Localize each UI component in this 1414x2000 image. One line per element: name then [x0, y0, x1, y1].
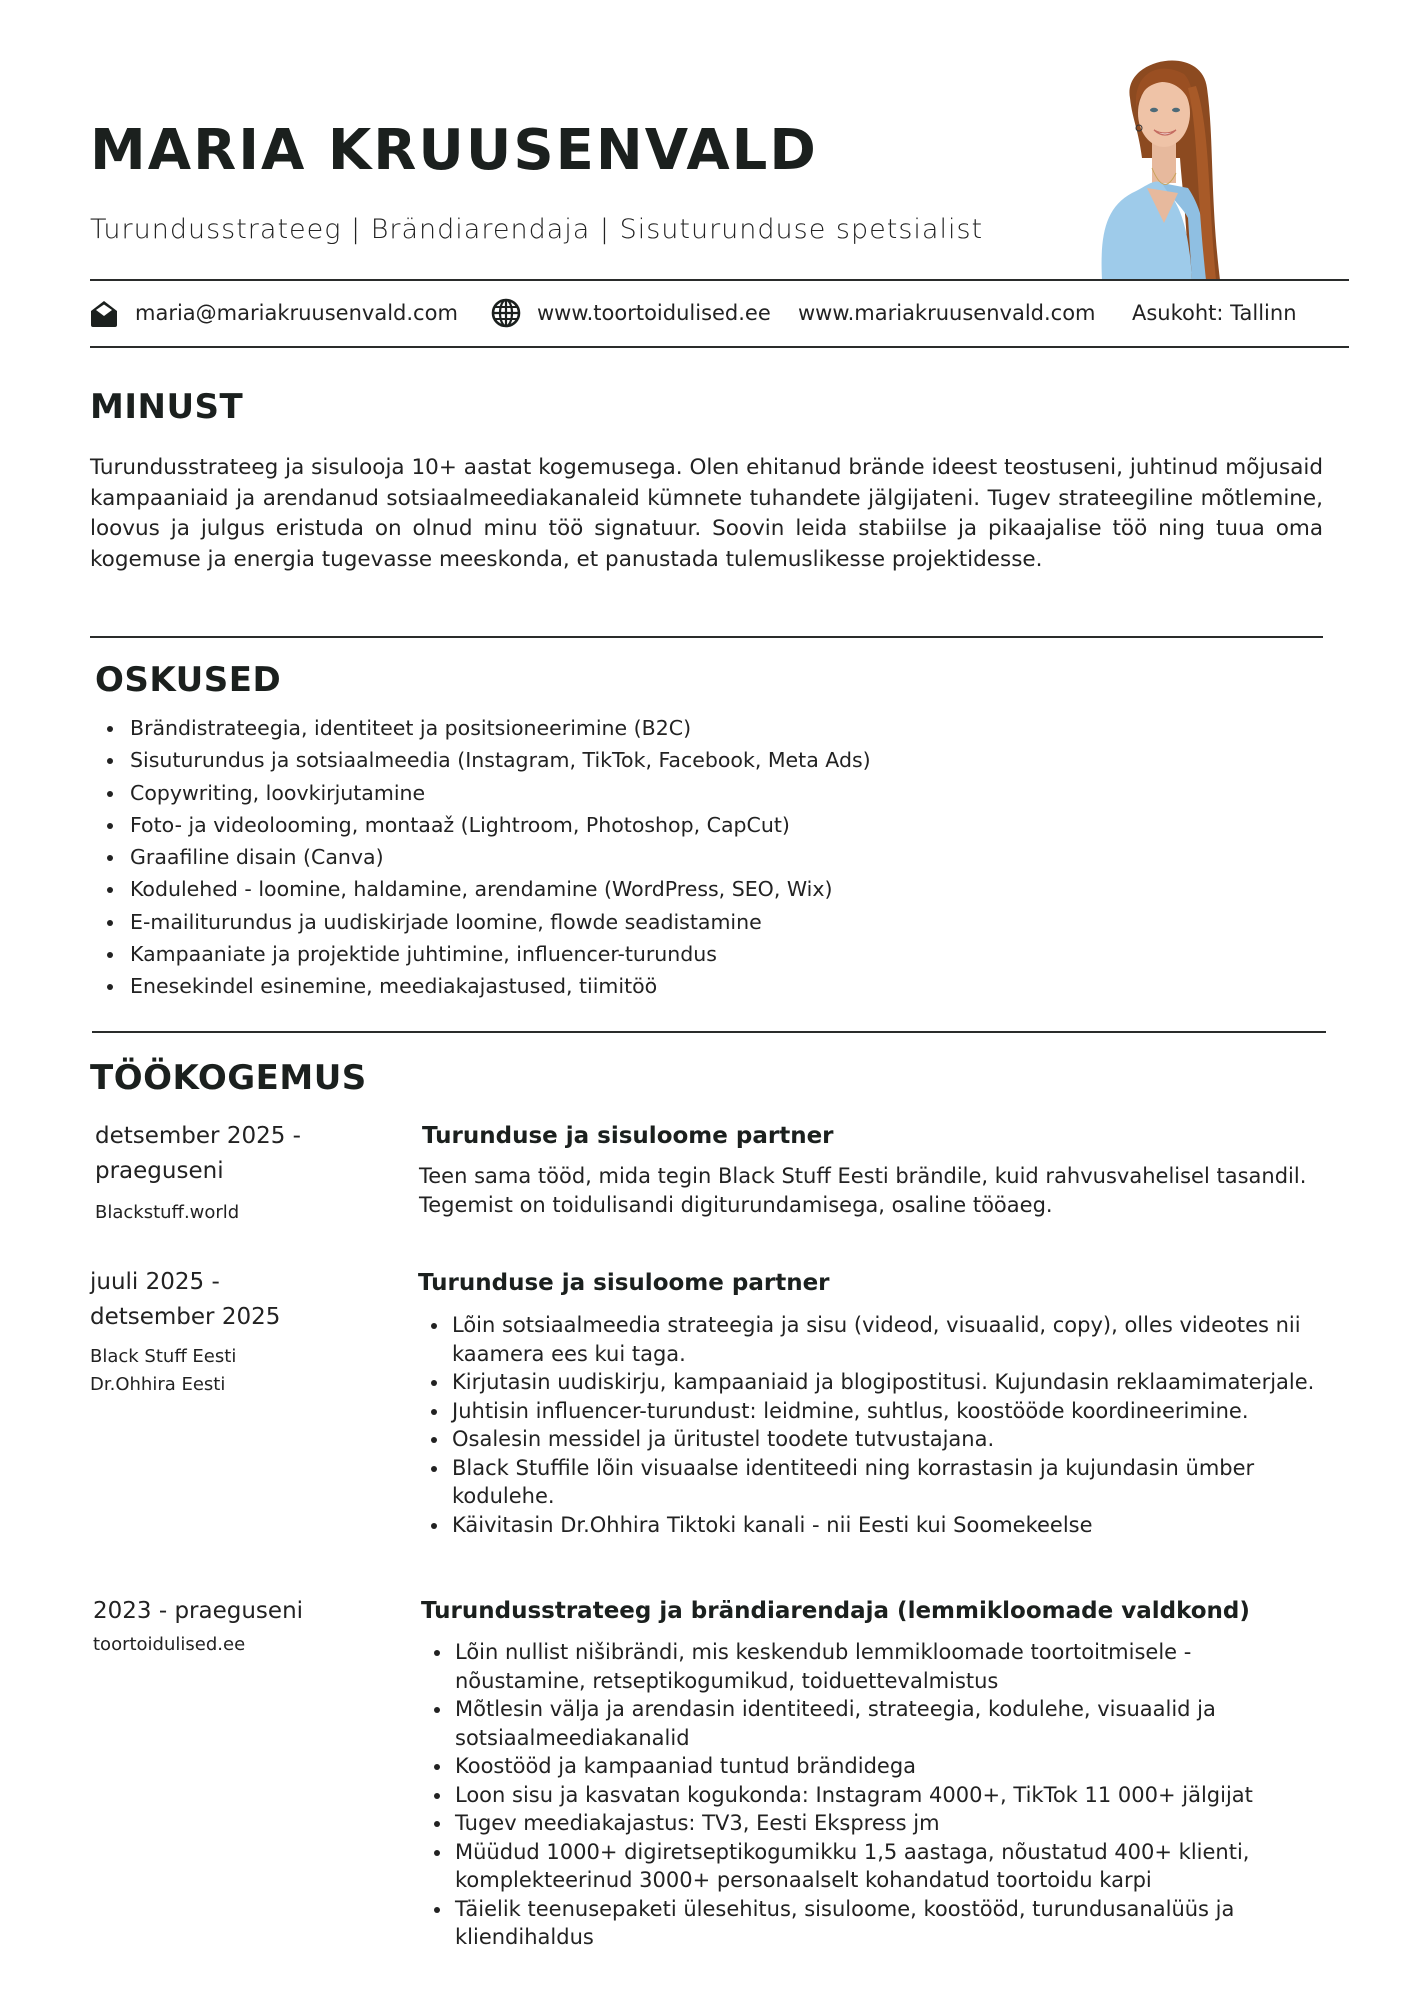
job-date-range: 2023 - praeguseni [93, 1598, 304, 1624]
envelope-open-icon [90, 298, 118, 328]
about-text: Turundusstrateeg ja sisulooja 10+ aastat kogemusega. Olen ehitanud brände ideest teostuseni, juhtinud mõjusaid kampaaniaid ja arendanud sotsiaalmeediakanaleid kümnete tuhandete jälgijateni. Tugev strateegiline mõtlemine, loovus ja julgus eristuda on olnud minu töö signatuur. Soovin leida stabiilse ja pikaajalise töö ning tuua oma kogemuse ja energia tugevasse meeskonda, et panustada tulemuslikesse projektidesse. [90, 455, 1323, 572]
job-bullet: • Käivitasin Dr.Ohhira Tiktoki kanali - nii Eesti kui Soomekeelse [450, 1511, 1350, 1540]
profile-photo [1092, 48, 1252, 280]
job-bullet: • Black Stuffile lõin visuaalse identiteedi ning korrastasin ja kujundasin ümber kodulehe. [450, 1454, 1350, 1511]
skill-item: • Enesekindel esinemine, meediakajastused, tiimitöö [126, 970, 871, 1002]
job-bullet: • Kirjutasin uudiskirju, kampaaniaid ja blogipostitusi. Kujundasin reklaamimaterjale. [450, 1368, 1350, 1397]
job-role: Turunduse ja sisuloome partner [422, 1123, 834, 1149]
skill-item: • Brändistrateegia, identiteet ja positsioneerimine (B2C) [126, 712, 871, 744]
job-bullet-list [418, 1311, 1350, 1539]
section-title-experience: TÖÖKOGEMUS [90, 1058, 367, 1098]
skill-item: • Kampaaniate ja projektide juhtimine, influencer-turundus [126, 938, 871, 970]
job-date-end: praeguseni [95, 1158, 224, 1184]
job-entry [93, 1594, 393, 1659]
skill-item: • Kodulehed - loomine, haldamine, arendamine (WordPress, SEO, Wix) [126, 873, 871, 905]
job-company: toortoidulised.ee [93, 1634, 246, 1655]
skill-item: • Graafiline disain (Canva) [126, 841, 871, 873]
job-bullet: • Lõin nullist nišibrändi, mis keskendub lemmikloomade toortoitmisele - nõustamine, retseptikogumikud, toiduettevalmistus [453, 1638, 1313, 1695]
job-bullet: • Loon sisu ja kasvatan kogukonda: Instagram 4000+, TikTok 11 000+ jälgijat [453, 1781, 1313, 1810]
job-entry [90, 1265, 390, 1399]
skill-item: • Sisuturundus ja sotsiaalmeedia (Instagram, TikTok, Facebook, Meta Ads) [126, 744, 871, 776]
job-bullet: • Mõtlesin välja ja arendasin identiteedi, strateegia, kodulehe, visuaalid ja sotsiaalmeediakanalid [453, 1695, 1313, 1752]
job-bullet: • Juhtisin influencer-turundust: leidmine, suhtlus, koostööde koordineerimine. [450, 1397, 1350, 1426]
section-title-about: MINUST [90, 387, 244, 427]
skill-item: • Foto- ja videolooming, montaaž (Lightroom, Photoshop, CapCut) [126, 809, 871, 841]
job-date-start: juuli 2025 - [90, 1269, 220, 1295]
skill-item: • Copywriting, loovkirjutamine [126, 777, 871, 809]
job-date-end: detsember 2025 [90, 1304, 281, 1330]
job-role: Turundusstrateeg ja brändiarendaja (lemmikloomade valdkond) [421, 1598, 1250, 1624]
job-bullet: • Osalesin messidel ja üritustel toodete tutvustajana. [450, 1425, 1350, 1454]
job-bullet-list [421, 1638, 1313, 1952]
contact-email[interactable]: maria@mariakruusenvald.com [135, 301, 458, 325]
candidate-subtitle: Turundusstrateeg | Brändiarendaja | Sisuturunduse spetsialist [90, 214, 984, 245]
job-company: Black Stuff Eesti [90, 1346, 237, 1367]
section-divider-skills [92, 1031, 1326, 1033]
section-title-skills: OSKUSED [95, 660, 282, 700]
header-divider-top [90, 279, 1349, 281]
job-entry [95, 1119, 385, 1227]
job-role: Turunduse ja sisuloome partner [418, 1270, 830, 1296]
header-divider-bottom [90, 346, 1349, 348]
contact-location: Asukoht: Tallinn [1132, 301, 1297, 325]
candidate-name: MARIA KRUUSENVALD [90, 118, 818, 183]
job-bullet: • Koostööd ja kampaaniad tuntud brändidega [453, 1752, 1313, 1781]
job-company: Blackstuff.world [95, 1202, 240, 1223]
job-bullet: • Täielik teenusepaketi ülesehitus, sisuloome, koostööd, turundusanalüüs ja kliendihaldus [453, 1895, 1313, 1952]
skill-item: • E-mailiturundus ja uudiskirjade loomine, flowde seadistamine [126, 906, 871, 938]
job-date-start: detsember 2025 - [95, 1123, 301, 1149]
contact-website-personal[interactable]: www.mariakruusenvald.com [798, 301, 1096, 325]
skills-list [94, 712, 871, 1003]
contact-website-toortoidulised[interactable]: www.toortoidulised.ee [537, 301, 771, 325]
job-description: Teen sama tööd, mida tegin Black Stuff Eesti brändile, kuid rahvusvahelisel tasandil. Tegemist on toidulisandi digiturundamisega, osaline tööaeg. [419, 1164, 1307, 1217]
job-bullet: • Lõin sotsiaalmeedia strateegia ja sisu (videod, visuaalid, copy), olles videotes nii kaamera ees kui taga. [450, 1311, 1350, 1368]
globe-icon [491, 298, 519, 328]
section-divider-about [90, 636, 1323, 638]
job-bullet: • Müüdud 1000+ digiretseptikogumikku 1,5 aastaga, nõustatud 400+ klienti, komplekteerinud 3000+ personaalselt kohandatud toortoidu karpi [453, 1838, 1313, 1895]
job-company: Dr.Ohhira Eesti [90, 1374, 226, 1395]
portrait-illustration [1092, 48, 1252, 280]
job-bullet: • Tugev meediakajastus: TV3, Eesti Ekspress jm [453, 1809, 1313, 1838]
